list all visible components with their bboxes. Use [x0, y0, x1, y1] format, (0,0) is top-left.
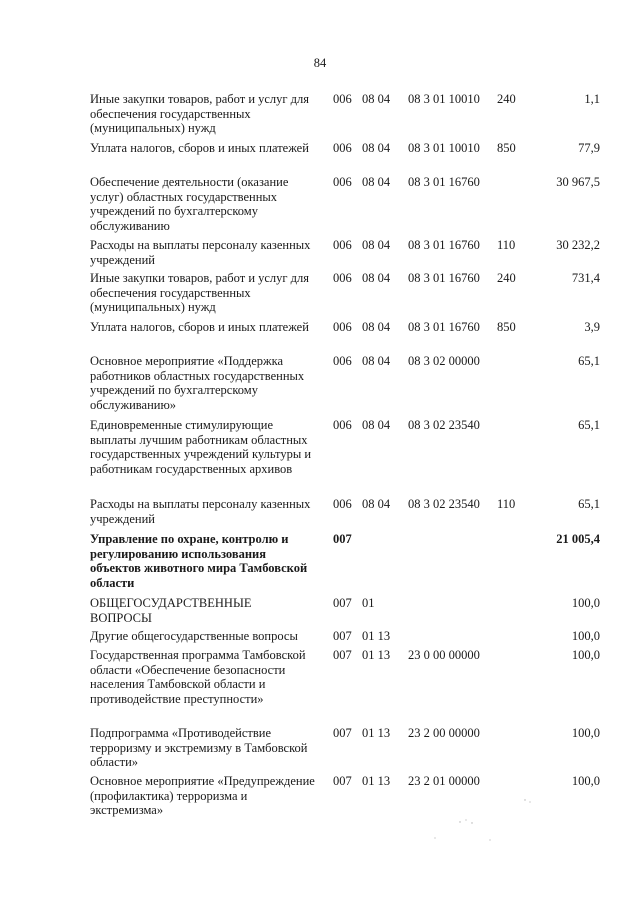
row-vr: 240: [497, 271, 516, 285]
row-name: ОБЩЕГОСУДАРСТВЕННЫЕ ВОПРОСЫ: [90, 596, 252, 625]
row-name: Уплата налогов, сборов и иных платежей: [90, 320, 309, 334]
row-name: Основное мероприятие «Предупреждение (профилактика) терроризма и экстремизма»: [90, 774, 315, 817]
row-ved: 007: [333, 532, 352, 546]
row-vr: 850: [497, 141, 516, 155]
row-ved: 007: [333, 648, 352, 662]
row-sum: 731,4: [571, 271, 600, 285]
row-sum: 65,1: [578, 418, 600, 432]
row-ved: 006: [333, 320, 352, 334]
row-vr: 240: [497, 92, 516, 106]
row-ved: 007: [333, 774, 352, 788]
row-sum: 100,0: [571, 726, 600, 740]
row-ved: 007: [333, 629, 352, 643]
row-csr: 23 0 00 00000: [408, 648, 480, 662]
row-sum: 65,1: [578, 497, 600, 511]
row-rzpr: 01: [362, 596, 375, 610]
page-number: 84: [313, 56, 327, 70]
row-name: Расходы на выплаты персоналу казенных учреждений: [90, 238, 311, 267]
row-sum: 100,0: [571, 774, 600, 788]
row-name: Основное мероприятие «Поддержка работников областных государственных учреждений по бухгалтерскому обслуживанию»: [90, 354, 305, 412]
row-rzpr: 08 04: [362, 92, 391, 106]
row-rzpr: 08 04: [362, 175, 391, 189]
row-rzpr: 01 13: [362, 774, 391, 788]
row-csr: 08 3 01 16760: [408, 175, 480, 189]
row-rzpr: 01 13: [362, 648, 391, 662]
row-name: Уплата налогов, сборов и иных платежей: [90, 141, 309, 155]
row-rzpr: 08 04: [362, 354, 391, 368]
row-rzpr: 08 04: [362, 418, 391, 432]
row-name: Иные закупки товаров, работ и услуг для обеспечения государственных (муниципальных) нужд: [90, 92, 310, 135]
row-name: Иные закупки товаров, работ и услуг для обеспечения государственных (муниципальных) нужд: [90, 271, 310, 314]
row-sum: 77,9: [578, 141, 600, 155]
row-csr: 23 2 00 00000: [408, 726, 480, 740]
scan-specks: [430, 790, 550, 852]
row-rzpr: 08 04: [362, 141, 391, 155]
row-vr: 110: [497, 497, 516, 511]
row-name: Другие общегосударственные вопросы: [90, 629, 298, 643]
row-csr: 08 3 01 16760: [408, 271, 480, 285]
row-name: Расходы на выплаты персоналу казенных учреждений: [90, 497, 311, 526]
row-rzpr: 08 04: [362, 320, 391, 334]
row-sum: 21 005,4: [556, 532, 600, 546]
row-csr: 08 3 02 00000: [408, 354, 480, 368]
row-rzpr: 08 04: [362, 238, 391, 252]
row-sum: 100,0: [571, 648, 600, 662]
row-ved: 007: [333, 726, 352, 740]
row-csr: 08 3 01 10010: [408, 141, 480, 155]
row-sum: 30 232,2: [556, 238, 600, 252]
row-rzpr: 01 13: [362, 726, 391, 740]
row-name: Государственная программа Тамбовской области «Обеспечение безопасности населения Тамбовской области и противодействие преступности»: [90, 648, 306, 706]
row-ved: 006: [333, 271, 352, 285]
row-ved: 006: [333, 141, 352, 155]
row-csr: 08 3 01 16760: [408, 238, 480, 252]
row-vr: 110: [497, 238, 516, 252]
row-sum: 65,1: [578, 354, 600, 368]
row-csr: 08 3 01 16760: [408, 320, 480, 334]
row-sum: 30 967,5: [556, 175, 600, 189]
row-csr: 23 2 01 00000: [408, 774, 480, 788]
row-sum: 3,9: [584, 320, 600, 334]
row-name: Подпрограмма «Противодействие терроризму и экстремизму в Тамбовской области»: [90, 726, 308, 769]
row-name: Единовременные стимулирующие выплаты лучшим работникам областных государственных учреждений культуры и работникам государственных архивов: [90, 418, 312, 476]
row-csr: 08 3 02 23540: [408, 497, 480, 511]
row-ved: 006: [333, 418, 352, 432]
row-rzpr: 08 04: [362, 271, 391, 285]
row-ved: 006: [333, 354, 352, 368]
row-ved: 006: [333, 92, 352, 106]
row-sum: 1,1: [584, 92, 600, 106]
row-name: Управление по охране, контролю и регулированию использования объектов животного мира Тамбовской области: [90, 532, 308, 590]
row-csr: 08 3 02 23540: [408, 418, 480, 432]
row-csr: 08 3 01 10010: [408, 92, 480, 106]
row-rzpr: 01 13: [362, 629, 391, 643]
row-ved: 006: [333, 238, 352, 252]
scan-noise-marks: [430, 790, 550, 850]
row-ved: 006: [333, 497, 352, 511]
row-vr: 850: [497, 320, 516, 334]
row-ved: 006: [333, 175, 352, 189]
row-sum: 100,0: [571, 596, 600, 610]
row-name: Обеспечение деятельности (оказание услуг) областных государственных учреждений по бухгалтерскому обслуживанию: [90, 175, 289, 233]
row-rzpr: 08 04: [362, 497, 391, 511]
row-sum: 100,0: [571, 629, 600, 643]
row-ved: 007: [333, 596, 352, 610]
